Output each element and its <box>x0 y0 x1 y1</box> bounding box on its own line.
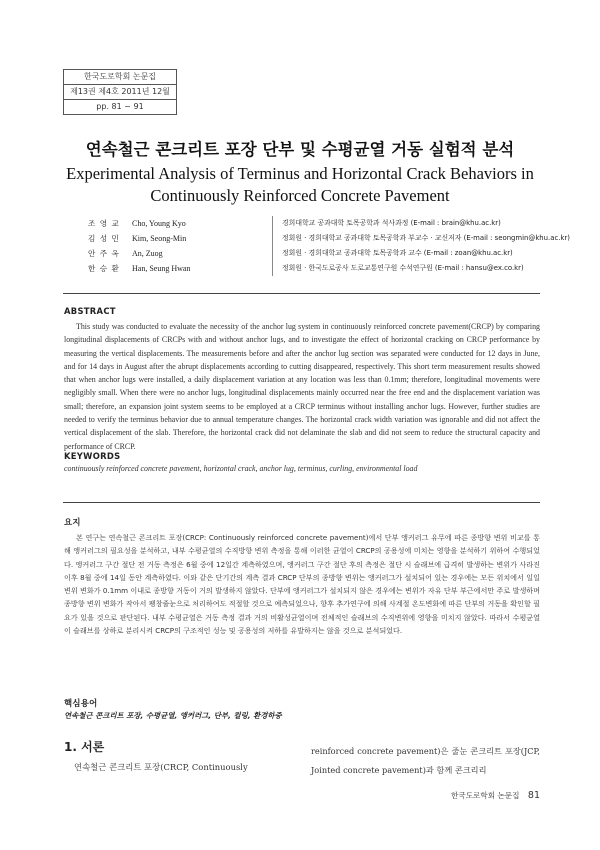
abstract-text: This study was conducted to evaluate the necessity of the anchor lug system in continuously reinforced concrete pavement(CRCP) by comparing longitudinal displacements of CRCPs with and without anchor lugs, and to investigate the effect of horizontal cracking on CRCP performance by measuring the vertical displacements. The measurements before and after the anchor lug section was separated were conducted for 12 days in June, and for 14 days in August after the abrupt displacements according to cutting disappeared, respectively. This short term measurement results showed that when anchor lugs were installed, a daily displacement variation at any location was less than 0.1mm; therefore, longitudinal movements were negligibly small. When there were no anchor lugs, longitudinal displacements mainly occurred near the free end and the displacement variation was small; therefore, an expansion joint system seems to be employed at a CRCP terminus without installing anchor lugs. However, further studies are needed to verify the terminus behavior due to annual temperature changes. The horizontal crack width variation was ignorable and did not affect the vertical displacement of the slab. Therefore, the horizontal crack did not delaminate the slab and did not seem to reduce the structural capacity and performance of CRCP. <box>64 322 540 451</box>
author-name-korean: 조 영 교 <box>88 219 120 228</box>
paper-title-english <box>0 163 600 207</box>
paper-title-korean: 연속철근 콘크리트 포장 단부 및 수평균열 거동 실험적 분석 <box>85 140 515 159</box>
korean-keywords-heading: 핵심용어 <box>64 698 98 708</box>
introduction-heading: 1. 서론 <box>64 740 105 754</box>
author-affiliation: 정회원 · 한국도로공사 도로교통연구원 수석연구원 (E-mail : hansu@ex.co.kr) <box>282 264 524 272</box>
korean-abstract-top-rule <box>63 502 540 503</box>
introduction-text-right: reinforced concrete pavement)은 줄눈 콘크리트 포장(JCP, Jointed concrete pavement)과 함께 콘크리리 <box>311 746 540 775</box>
author-name-english: An, Zuog <box>132 249 163 258</box>
author-divider <box>272 216 273 231</box>
keywords-text: continuously reinforced concrete pavement, horizontal crack, anchor lug, terminus, curling, environmental load <box>64 464 418 473</box>
paper-title-english-line1: Experimental Analysis of Terminus and Horizontal Crack Behaviors in <box>66 164 534 183</box>
journal-pages: pp. 81 ~ 91 <box>64 99 176 114</box>
author-name-korean: 한 승 환 <box>88 264 120 273</box>
journal-info-box <box>63 69 177 115</box>
abstract-heading: ABSTRACT <box>64 306 116 316</box>
author-affiliation: 경희대학교 공과대학 토목공학과 석사과정 (E-mail : brain@khu.ac.kr) <box>282 219 501 227</box>
author-affiliation: 정회원 · 경희대학교 공과대학 토목공학과 부교수 · 교신저자 (E-mail : seongmin@khu.ac.kr) <box>282 234 570 242</box>
author-name-english: Kim, Seong-Min <box>132 234 187 243</box>
author-name-korean: 안 주 옥 <box>88 249 120 258</box>
author-name-korean: 김 성 민 <box>88 234 120 243</box>
author-affiliation: 정회원 · 경희대학교 공과대학 토목공학과 교수 (E-mail : zoan@khu.ac.kr) <box>282 249 513 257</box>
journal-volume-issue: 제13권 제4호 2011년 12월 <box>64 84 176 99</box>
introduction-text-left: 연속철근 콘크리트 포장(CRCP, Continuously <box>74 762 248 772</box>
page-footer <box>451 790 540 801</box>
author-divider <box>272 246 273 261</box>
footer-journal-name: 한국도로학회 논문집 <box>451 791 520 800</box>
paper-title-english-line2: Continuously Reinforced Concrete Pavement <box>150 186 450 205</box>
korean-abstract-heading: 요지 <box>64 517 81 527</box>
korean-abstract-text: 본 연구는 연속철근 콘크리트 포장(CRCP: Continuously reinforced concrete pavement)에서 단부 앵커러그 유무에 따른 종방향 변위 비교를 통해 앵커러그의 필요성을 분석하고, 내부 수평균열의 수직방향 변위 측정을 통해 이러한 균열이 CRCP의 공용성에 미치는 영향을 분석하기 위하여 수행되었다. 앵커러그 구간 절단 전 거동 측정은 6월 중에 12일간 계측하였으며, 앵커러그 구간 절단 후의 측정은 절단 시 슬래브에 급격히 발생하는 변위가 사라진 이후 8월 중에 14일 동안 계측하였다. 이와 같은 단기간의 계측 결과 CRCP 단부의 종방향 변위는 앵커러그가 설치되어 있는 경우에는 모든 위치에서 일일 변위 변화가 0.1mm 이내로 종방향 거동이 거의 발생하지 않았다. 단부에 앵커러그가 설치되지 않은 경우에는 변위가 자유 단부 부근에서만 주로 발생하며 종방향 변위 변화가 작아서 팽창줄눈으로 처리하여도 적절할 것으로 예측되었으나, 향후 추가연구에 의해 사계절 온도변화에 따른 단부의 거동을 확인할 필요가 있을 것으로 판단된다. 내부 수평균열은 거동 측정 결과 거의 비활성균열이며 전체적인 슬래브의 수직변위에 영향을 미치지 않았다. 따라서 수평균열이 슬래브를 상하로 분리시켜 CRCP의 구조적인 성능 및 공용성의 저하를 유발하지는 않을 것으로 분석되었다. <box>64 533 540 636</box>
author-divider <box>272 261 273 276</box>
author-divider <box>272 231 273 246</box>
author-name-english: Han, Seung Hwan <box>132 264 191 273</box>
korean-keywords-text: 연속철근 콘크리트 포장, 수평균열, 앵커러그, 단부, 컬링, 환경하중 <box>64 711 282 720</box>
keywords-heading: KEYWORDS <box>64 451 121 461</box>
journal-name: 한국도로학회 논문집 <box>83 72 157 81</box>
page-number: 81 <box>527 790 540 801</box>
author-name-english: Cho, Young Kyo <box>132 219 186 228</box>
abstract-top-rule <box>63 293 540 294</box>
